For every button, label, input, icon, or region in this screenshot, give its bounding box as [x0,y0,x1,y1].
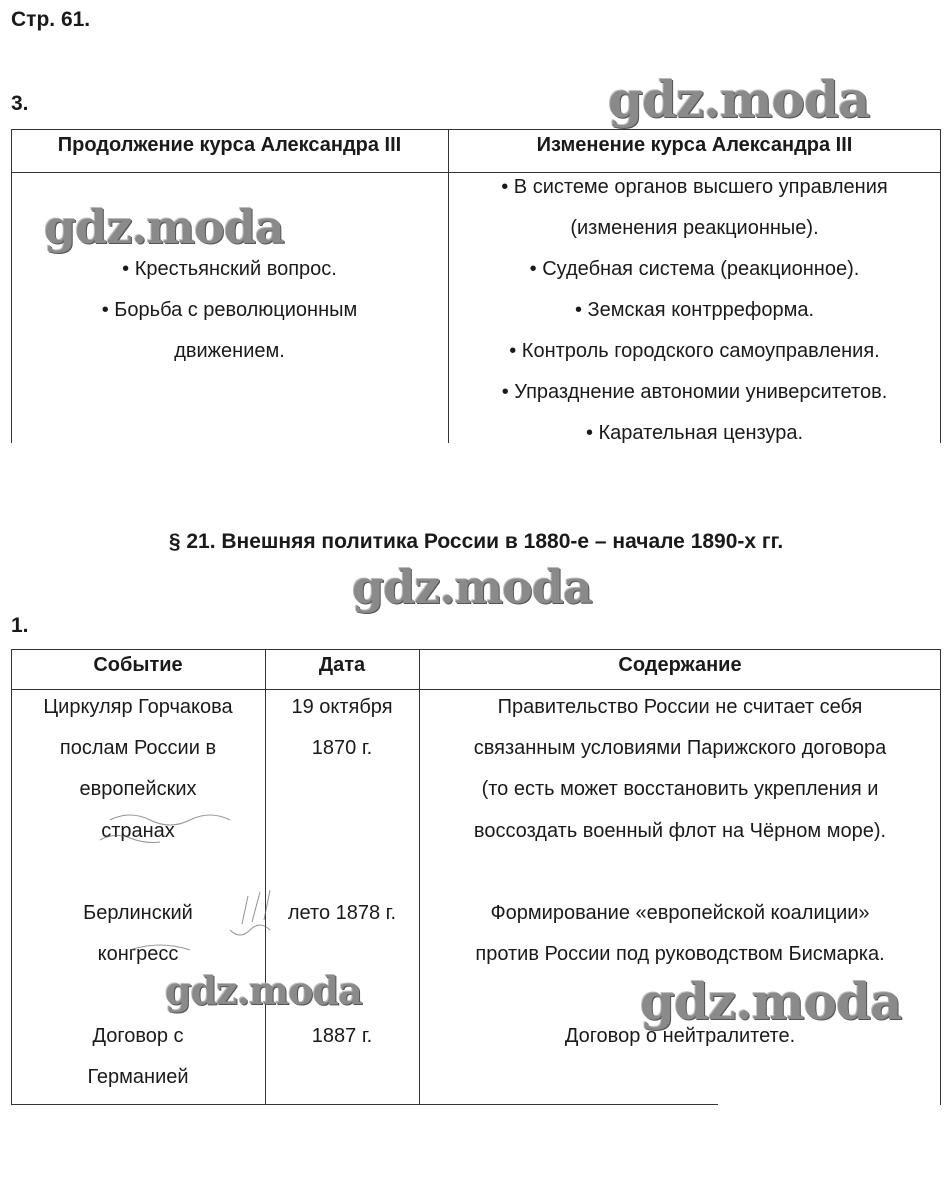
table-cell-event: послам России в [59,737,217,759]
table-cell-event: конгресс [97,943,179,965]
watermark: gdz.moda [608,70,870,129]
scribble-decoration [90,780,290,980]
list-item: (изменения реакционные). [570,217,819,239]
watermark: gdz.moda [165,968,362,1013]
table-cell-event: Берлинский [83,902,193,924]
watermark: gdz.moda [352,560,592,614]
list-item: • Упразднение автономии университетов. [501,381,888,403]
watermark: gdz.moda [640,972,902,1031]
list-item: движением. [174,340,285,362]
table-cell-content: воссоздать военный флот на Чёрном море). [473,820,887,842]
table-cell-event: Циркуляр Горчакова [43,696,233,718]
table-cell-date: 1887 г. [311,1025,373,1047]
table-header-change: Изменение курса Александра III [536,134,853,156]
task-3-number: 3. [11,92,29,115]
page-number-label: Стр. 61. [11,8,91,31]
table-cell-content: связанным условиями Парижского договора [473,737,887,759]
task-3-table [11,129,941,443]
table-cell-content: против России под руководством Бисмарка. [475,943,885,965]
table-cell-date: 1870 г. [311,737,373,759]
table-cell-event: Договор с [92,1025,184,1047]
list-item: • В системе органов высшего управления [501,176,888,198]
list-item: • Земская контрреформа. [574,299,814,321]
section-title: § 21. Внешняя политика России в 1880-е – начале 1890-х гг. [168,530,784,553]
list-item: • Карательная цензура. [585,422,804,443]
table-header-continuation: Продолжение курса Александра III [57,134,402,156]
table-header-event: Событие [93,654,183,676]
watermark: gdz.moda [44,200,284,254]
table-cell-content: Формирование «европейской коалиции» [490,902,870,924]
table-cell-event: странах [101,820,175,842]
table-header-date: Дата [318,654,366,676]
table-cell-date: лето 1878 г. [287,902,397,924]
table-cell-content: (то есть может восстановить укрепления и [481,778,879,800]
list-item: • Борьба с революционным [101,299,358,321]
task-1-number: 1. [11,614,29,637]
list-item: • Крестьянский вопрос. [122,258,337,280]
table-cell-date: 19 октября [291,696,393,718]
table-cell-content: Правительство России не считает себя [497,696,863,718]
table-cell-event: Германией [87,1066,189,1088]
list-item: • Судебная система (реакционное). [529,258,860,280]
table-cell-content: Договор о нейтралитете. [564,1025,796,1047]
table-header-content: Содержание [618,654,742,676]
table-cell-event: европейских [79,778,197,800]
list-item: • Контроль городского самоуправления. [509,340,880,362]
